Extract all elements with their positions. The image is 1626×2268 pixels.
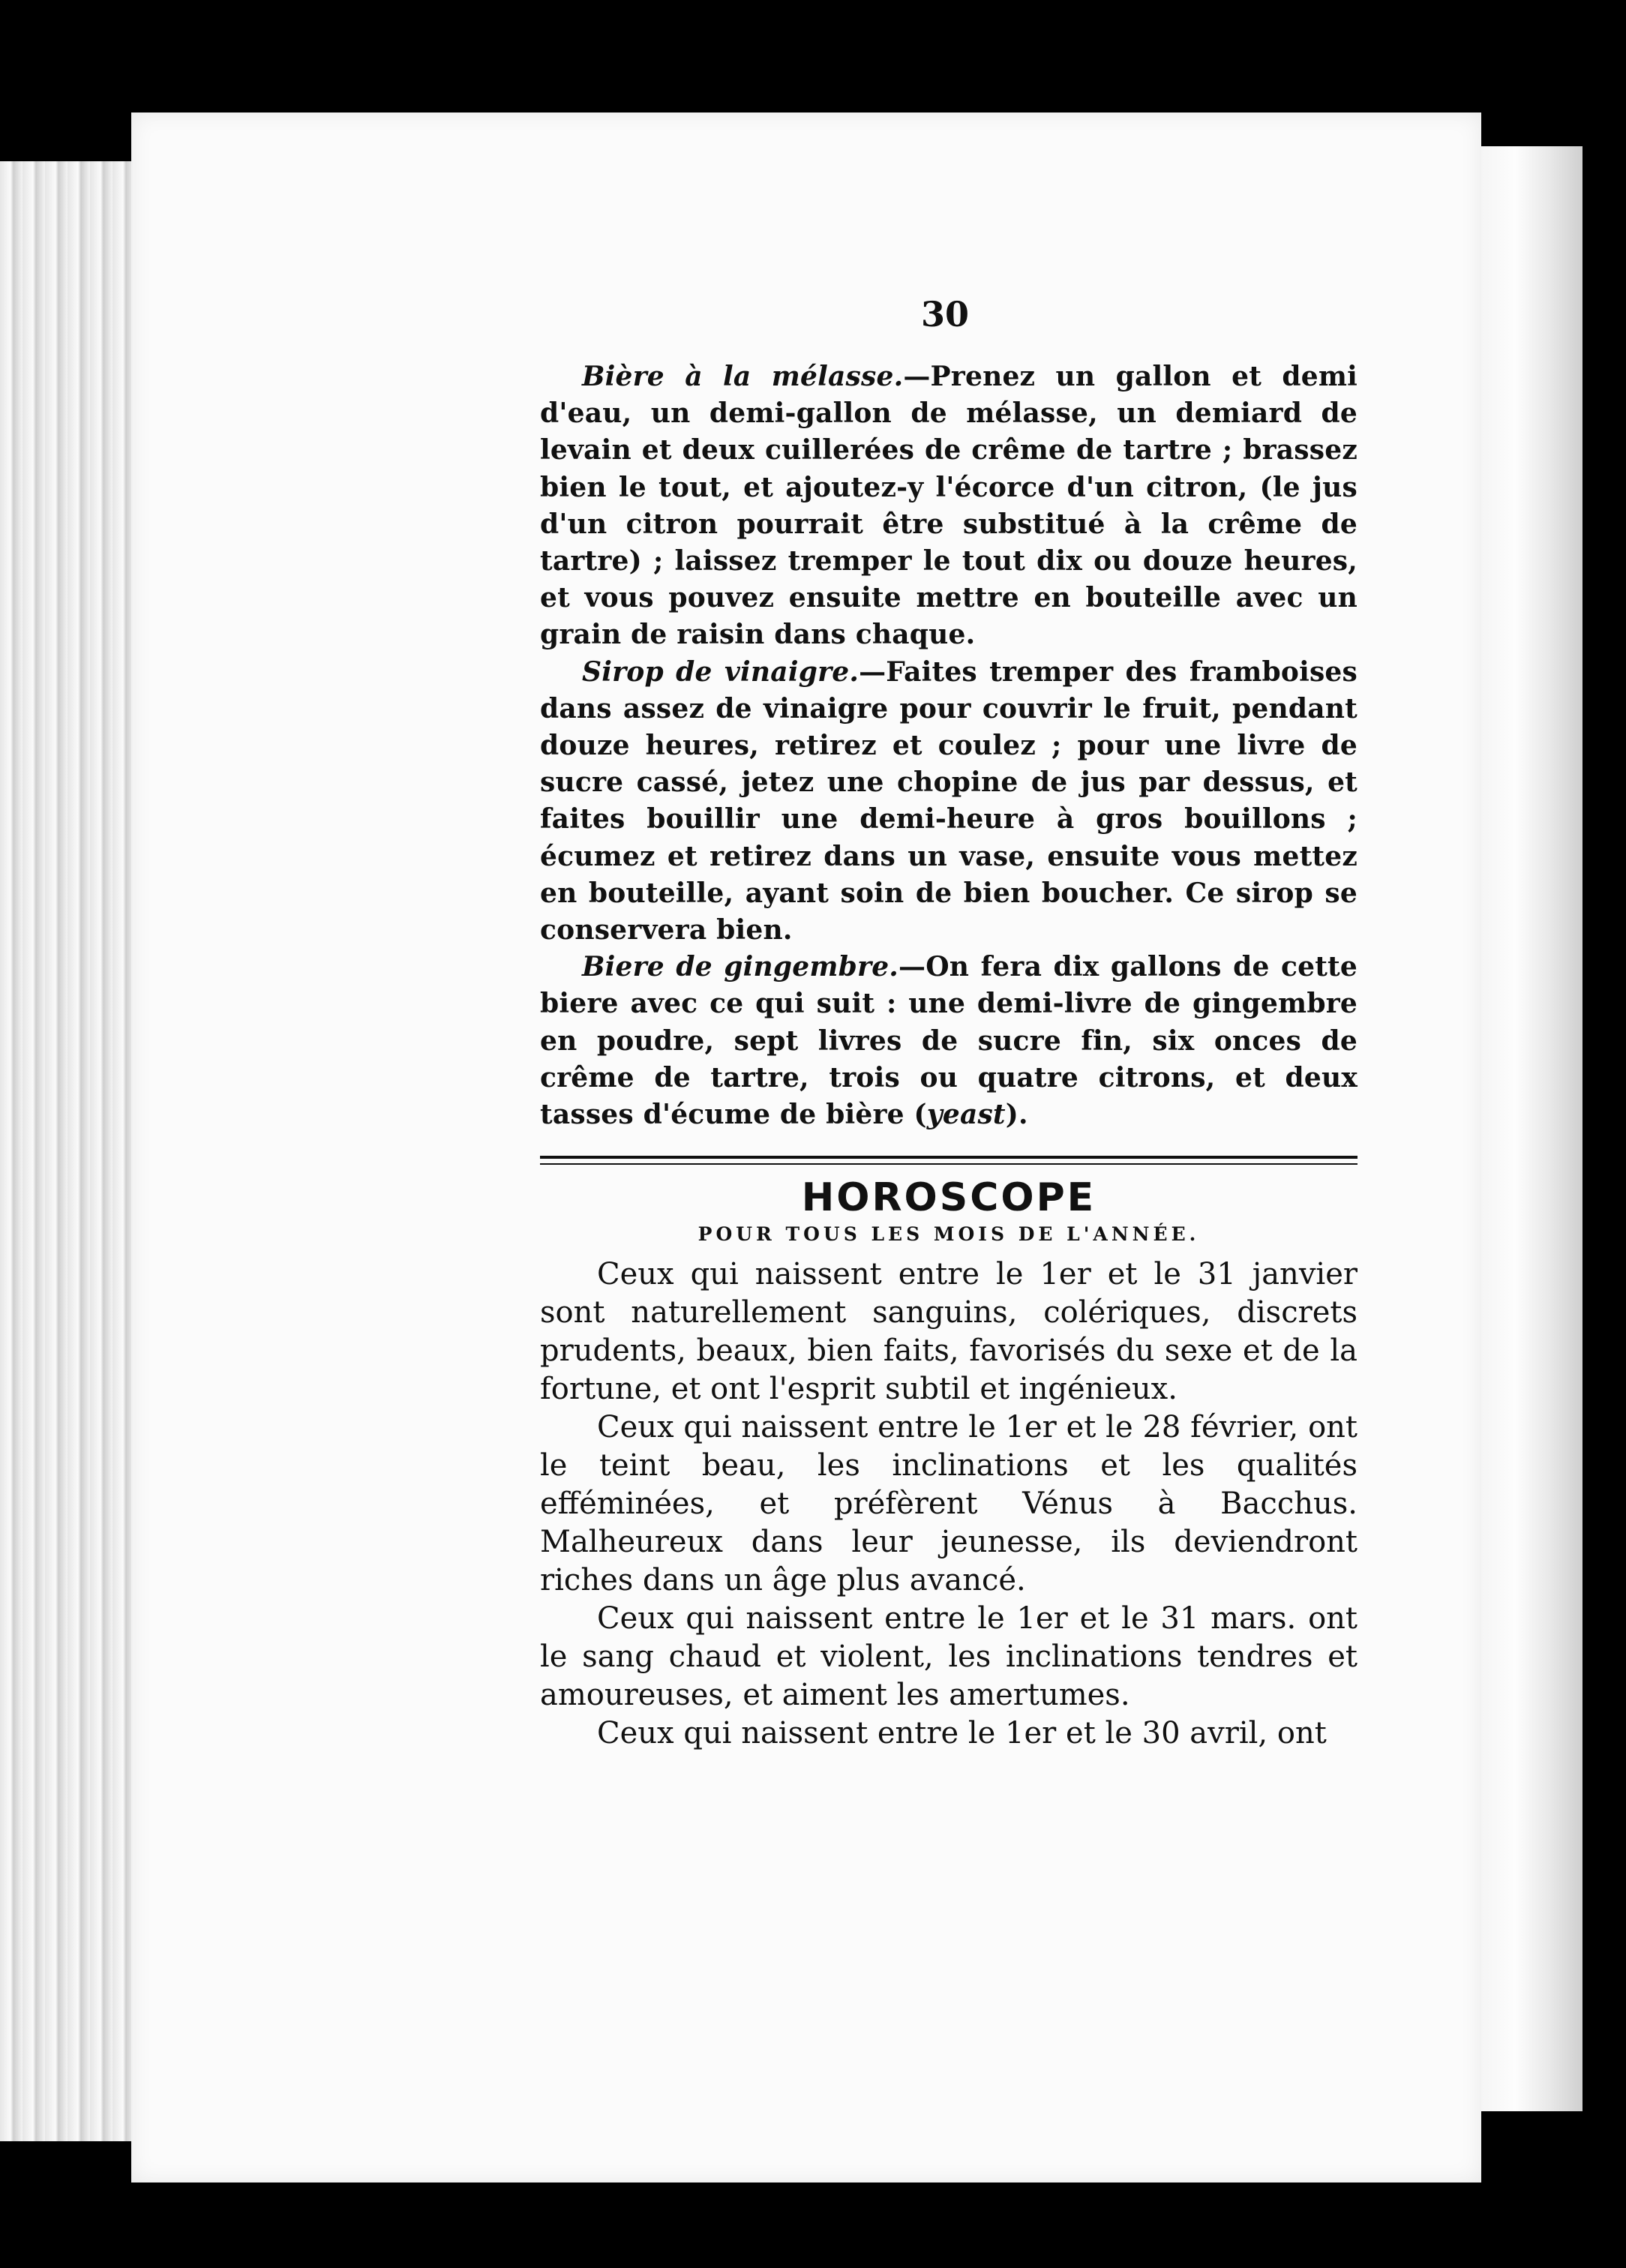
section-heading: HOROSCOPE: [801, 1175, 1096, 1221]
recipe-text-italic: yeast: [926, 1099, 1006, 1131]
horoscope-paragraph: Ceux qui naissent entre le 1er et le 31 janvier sont naturellement sanguins, colériques, discrets prudents, beaux, bien faits, favorisés du sexe et de la fortune, et ont l'esprit subtil et ingénieux.: [540, 1257, 1358, 1407]
recipe-text: —On fera dix gallons de cette biere avec ce qui suit : une demi-livre de gingembre en poudre, sept livres de sucre fin, six onces de crême de tartre, trois ou quatre citrons, et deux tasses d'écume de bière (: [540, 951, 1358, 1131]
horoscope-paragraph: Ceux qui naissent entre le 1er et le 31 mars. ont le sang chaud et violent, les inclinations tendres et amoureuses, et aiment les amertumes.: [540, 1601, 1358, 1713]
recipe-paragraph: [540, 949, 1358, 1133]
recipe-text: —Prenez un gallon et demi d'eau, un demi-gallon de mélasse, un demiard de levain et deux cuillerées de crême de tartre ; brassez bien le tout, et ajoutez-y l'écorce d'un citron, (le jus d'un citron pourrait être substitué à la crême de tartre) ; laissez tremper le tout dix ou douze heures, et vous pouvez ensuite mettre en bouteille avec un grain de raisin dans chaque.: [540, 361, 1358, 651]
recipe-text: —Faites tremper des framboises dans assez de vinaigre pour couvrir le fruit, pendant douze heures, retirez et coulez ; pour une livre de sucre cassé, jetez une chopine de jus par dessus, et faites bouillir une demi-heure à gros bouillons ; écumez et retirez dans un vase, ensuite vous mettez en bouteille, ayant soin de bien boucher. Ce sirop se conservera bien.: [540, 656, 1358, 946]
recipe-paragraph: [540, 654, 1358, 950]
horoscope-paragraph: Ceux qui naissent entre le 1er et le 30 avril, ont: [597, 1716, 1327, 1751]
recipe-text-end: ).: [1005, 1099, 1028, 1131]
page-edge-right: [1470, 146, 1582, 2111]
recipe-title: Sirop de vinaigre.: [582, 656, 860, 688]
rule-thin: [540, 1163, 1358, 1165]
section-subheading: POUR TOUS LES MOIS DE L'ANNÉE.: [698, 1223, 1200, 1246]
horoscope-paragraph: Ceux qui naissent entre le 1er et le 28 février, ont le teint beau, les inclinations et les qualités efféminées, et préfèrent Vénus à Bacchus. Malheureux dans leur jeunesse, ils deviendront riches dans un âge plus avancé.: [540, 1410, 1358, 1598]
recipe-paragraph: [540, 358, 1358, 654]
rule-thick: [540, 1156, 1358, 1159]
double-rule: [540, 1156, 1358, 1165]
recipe-title: Bière à la mélasse.: [582, 361, 904, 392]
page-text: [540, 358, 1358, 1753]
recipe-title: Biere de gingembre.: [582, 951, 899, 983]
page-number: 30: [921, 294, 970, 334]
